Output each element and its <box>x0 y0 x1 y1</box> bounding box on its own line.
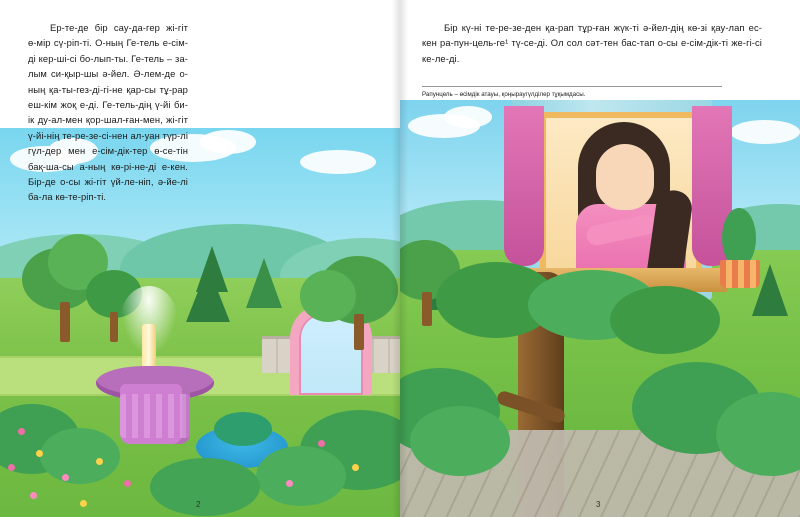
conifer-tree <box>752 264 788 316</box>
bush <box>256 446 346 506</box>
cloud-icon <box>200 130 256 154</box>
flower <box>124 480 131 487</box>
conifer-tree <box>186 266 230 322</box>
flower <box>318 440 325 447</box>
flower <box>30 492 37 499</box>
page-right <box>400 0 800 517</box>
flower <box>62 474 69 481</box>
conifer-tree <box>246 258 282 308</box>
footnote <box>422 86 722 99</box>
cloud-icon <box>300 150 376 174</box>
flower <box>18 428 25 435</box>
tree-foliage <box>610 286 720 354</box>
fountain-stripes <box>120 394 190 438</box>
curtain-left <box>504 106 544 266</box>
flower <box>352 464 359 471</box>
flower <box>80 500 87 507</box>
flower <box>96 458 103 465</box>
flower <box>8 464 15 471</box>
bush <box>40 428 120 484</box>
illustration-right <box>400 100 800 517</box>
girl-face <box>596 144 654 210</box>
bush <box>214 412 272 446</box>
bush <box>150 458 260 516</box>
footnote-text: Рапунцель – өсімдік атауы, қоңыраугүлділер тұқымдасы. <box>422 91 586 98</box>
page-number-right: 3 <box>596 500 601 509</box>
cloud-icon <box>444 106 492 128</box>
page-left-paragraph: Ер-те-де бір сау-да-гер жі-гіт ө-мір сү-ріп-ті. О-ның Ге-тель е-сім-ді кер-ші-сі бо-лып-ты. Ге-тель – за-лым си-қыр-шы ә-йел. Ә-лем-де о-ның қа-ты-гез-ді-гі-не қар-сы тұ-рар еш-кім жоқ е-ді. Ге-тель-дің ү-йі би-ік ду-ал-мен қор-шал-ған-мен, жі-гіт ү-йі-нің те-ре-зе-сі-нен ал-уан түр-лі гүл-дер мен е-сім-дік-тер ө-се-тін бақ-ша-сы а-ның кө-рі-не-ді е-кен. Бір-де о-сы жі-гіт үй-ле-ніп, ә-йе-лі ба-ла кө-те-ріп-ті. <box>28 22 189 203</box>
bush <box>410 406 510 476</box>
page-left-text <box>28 20 188 205</box>
flower <box>286 480 293 487</box>
page-right-text <box>422 20 762 66</box>
cloud-icon <box>730 120 800 144</box>
flower <box>36 450 43 457</box>
potted-plant <box>722 208 756 268</box>
page-number-left: 2 <box>196 500 201 509</box>
page-right-paragraph: Бір кү-ні те-ре-зе-ден қа-рап тұр-ған жүк-ті ә-йел-дің кө-зі қау-лап ес-кен ра-пун-цель-ге¹ тү-се-ді. Ол сол сәт-тен бас-тап о-сы е-сім-дік-ті же-гі-сі ке-ле-ді. <box>422 22 762 64</box>
